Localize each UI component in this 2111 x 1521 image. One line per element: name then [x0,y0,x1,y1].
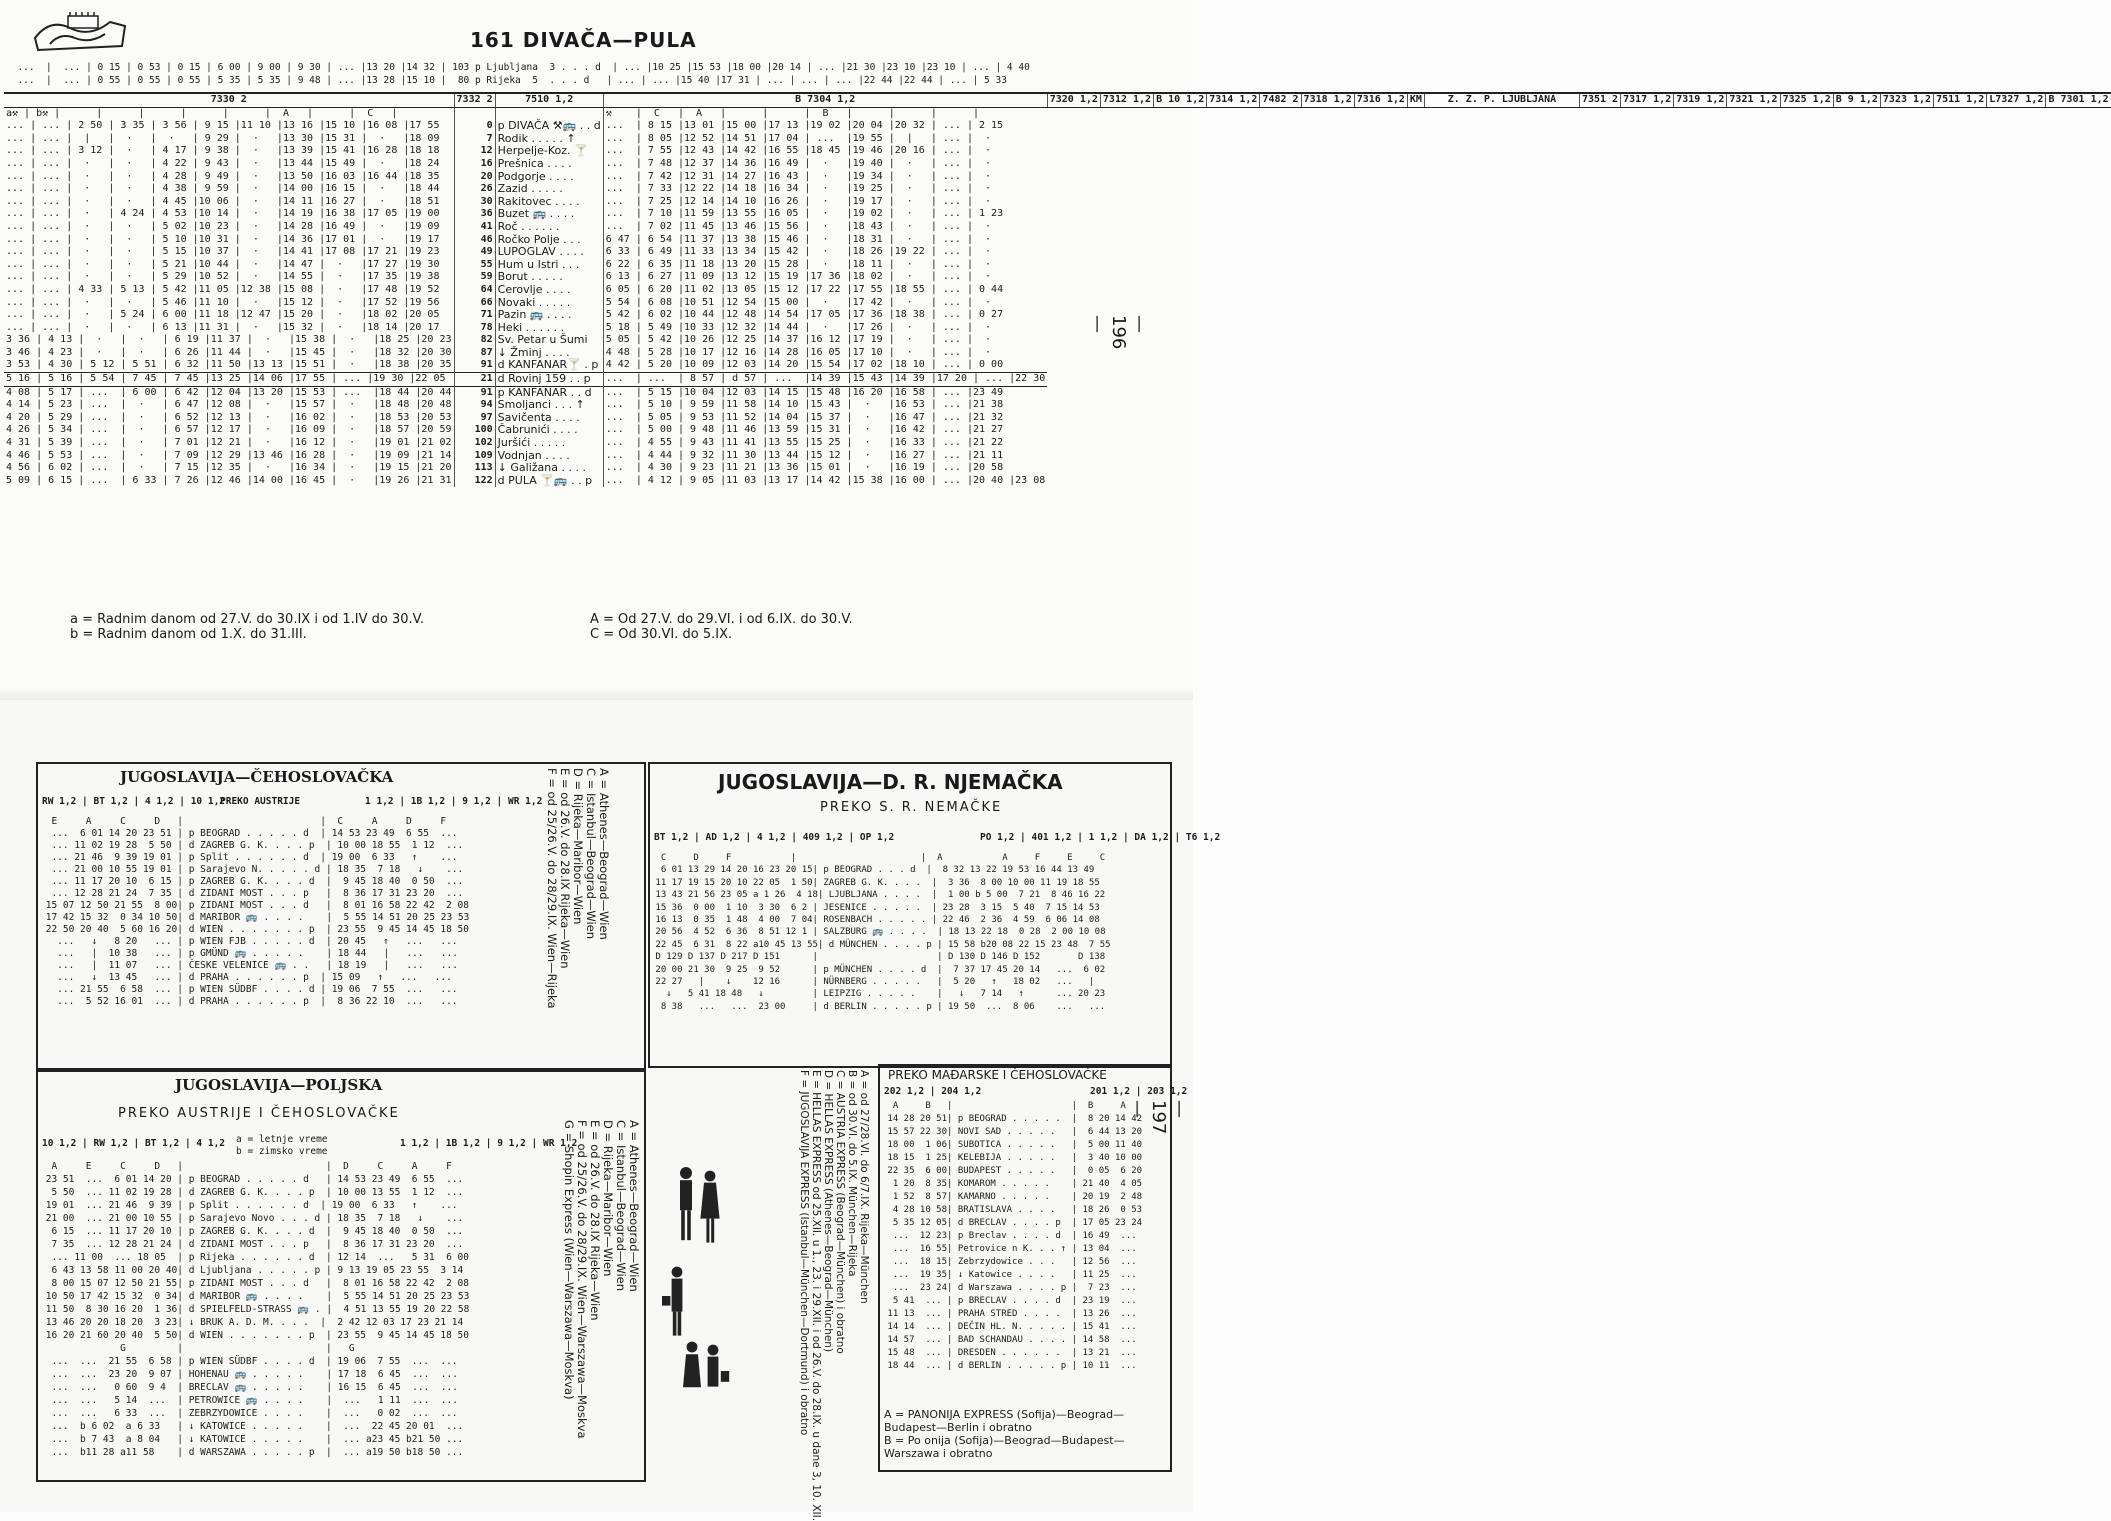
km-value: 109 [454,450,495,463]
train-number: 7317 1,2 [1621,93,1674,107]
timetable-line: ... b 7 43 a 8 04 | ↓ KATOWICE . . . . . | ... a23 45 b21 50 ... [40,1434,464,1445]
timetable-line: 20 00 21 30 9 25 9 52 | p MÜNCHEN . . . . d | 7 37 17 45 20 14 ... 6 02 [650,964,1106,975]
timetable-line: 7 35 ... 12 28 21 24 | d ZIDANI MOST . . . p | 8 36 17 31 23 20 ... [40,1239,464,1250]
station-name: LUPOGLAV . . . . [495,246,603,259]
km-value: 78 [454,322,495,335]
times-left: 3 36 | 4 13 | · | · | 6 19 |11 37 | · |15 38 | · |18 25 |20 23 [6,334,452,346]
timetable-line: ... 16 55| Petrovice n K. . . ↑ | 13 04 ... [882,1244,1137,1254]
de-legend-vertical: A = od 27/28.VI. do 6/7.IX. Rijeka—München B = od 30.VI. do 5.IX. München—Rijeka C = AUSTRIA EXPRESS (Beograd—München) i obratno D = HELLAS EXPRESS (Athenes—Beograd—München) E = HELLAS EXPRESS od 25.XII. u 1., 23. i 29.XII. i od 26.V. do 28.IX. u dane 3, 10. XII. F = JUGOSLAVIJA EXPRESS (Istanbul—München—Dortmund) i obratno [798,1070,870,1521]
station-name: Juršići . . . . . [495,437,603,450]
station-name: Buzet 🚌 . . . . [495,208,603,221]
station-name: Sv. Petar u Šumi [495,334,603,347]
de-header-right: PO 1,2 | 401 1,2 | 1 1,2 | DA 1,2 | T6 1,2 [980,832,1221,843]
times-left: 4 20 | 5 29 | ... | · | 6 52 |12 13 | · |16 02 | · |18 53 |20 53 [6,411,452,423]
station-name: Smoljanci . . . ↑ [495,399,603,412]
train-number: 7319 1,2 [1674,93,1727,107]
times-right: ⚒ | C | A | | | B | | | | [603,107,1047,120]
timetable-line: 13 43 21 56 23 05 a 1 26 4 18| LJUBLJANA . . . . | 1 00 b 5 00 7 21 8 46 16 22 [650,890,1106,901]
de-timetable [650,852,1111,1013]
connection-line: ... | ... | 0 15 | 0 53 | 0 15 | 6 00 | 9 00 | 9 30 | ... |13 20 |14 32 | 103 p Ljubljana 3 . . . d | ... |10 25 |15 53 |18 00 |20 14 | ... |21 30 |23 10 |23 10 | ... | 4 40 [6,62,1030,73]
timetable-row [4,259,2111,272]
section-title-hu: PREKO MAĐARSKE I ČEHOSLOVAČKE [888,1068,1107,1082]
timetable-line: 22 50 20 40 5 60 16 20| d WIEN . . . . . . . p | 23 55 9 45 14 45 18 50 [40,924,469,935]
timetable-line: 6 01 13 29 14 20 16 23 20 15| p BEOGRAD . . . d | 8 32 13 22 19 53 16 44 13 49 [650,865,1095,876]
timetable-row [4,386,2111,399]
train-number: 7482 2 [1260,93,1301,107]
timetable-line: ↓ 5 41 18 48 ↓ | LEIPZIG . . . . . | ↓ 7 14 ↑ ... 20 23 [650,989,1106,1000]
timetable-line: 10 50 17 42 15 32 0 34| d MARIBOR 🚌 . . . . | 5 55 14 51 20 25 23 53 [40,1291,470,1302]
times-left: ... | ... | · | 4 24 | 4 53 |10 14 | · |14 19 |16 38 |17 05 |19 00 [6,208,440,220]
times-left: ... | ... | 2 50 | 3 35 | 3 56 | 9 15 |11 10 |13 16 |15 10 |16 08 |17 55 [6,120,440,132]
timetable-line: ... 11 17 20 10 6 15 | p ZAGREB G. K. . . . d | 9 45 18 40 0 50 ... [40,876,464,887]
km-value: 122 [454,475,495,488]
connection-line: ... | ... | 0 55 | 0 55 | 0 55 | 5 35 | 5 35 | 9 48 | ... |13 28 |15 10 | 80 p Rijeka 5 . . . d | ... | ... |15 40 |17 31 | ... | ... | ... |22 44 |22 44 | ... | 5 33 [6,74,1007,86]
station-name: Novaki . . . . . [495,297,603,310]
timetable-line: 1 20 8 35| KOMAROM . . . . . | 21 40 4 05 [882,1179,1143,1189]
timetable-line: ... 6 01 14 20 23 51 | p BEOGRAD . . . . . d | 14 53 23 49 6 55 ... [40,828,458,839]
times-right: ... | 4 44 | 9 32 |11 30 |13 44 |15 12 | · |16 27 | ... |21 11 [603,450,1047,463]
station-name: Prešnica . . . . [495,158,603,171]
timetable-row [4,145,2111,158]
timetable-line: 5 35 12 05| d BRECLAV . . . . p | 17 05 23 24 [882,1218,1143,1228]
pl-legend-b: b = zimsko vreme [236,1146,328,1157]
timetable-line: 5 41 ... | p BRECLAV . . . . d | 23 19 ... [882,1296,1137,1306]
timetable-line: 11 50 8 30 16 20 1 36| d SPIELFELD-STRASS 🚌 . | 4 51 13 55 19 20 22 58 [40,1304,470,1315]
times-left: ... | ... | · | · | 4 22 | 9 43 | · |13 44 |15 49 | · |18 24 [6,157,440,169]
timetable-row [4,246,2111,259]
times-right: ... | 5 05 | 9 53 |11 52 |14 04 |15 37 | · |16 47 | ... |21 32 [603,412,1047,425]
times-right: 5 05 | 5 42 |10 26 |12 25 |14 37 |16 12 |17 19 | · | ... | · [603,334,1047,347]
times-right: 6 05 | 6 20 |11 02 |13 05 |15 12 |17 22 |17 55 |18 55 | ... | 0 44 [603,284,1047,297]
timetable-line: 4 28 10 58| BRATISLAVA . . . . | 18 26 0 53 [882,1205,1143,1215]
timetable-line: ... 23 24| d Warszawa . . . . p | 7 23 ... [882,1283,1137,1293]
timetable-line: ... ... 21 55 6 58 | p WIEN SÜDBF . . . . d | 19 06 7 55 ... ... [40,1356,458,1367]
timetable-row [4,297,2111,310]
km-value: 36 [454,208,495,221]
cz-header-right: 1 1,2 | 1B 1,2 | 9 1,2 | WR 1,2 [365,796,543,807]
timetable-row [4,208,2111,221]
timetable-line: 14 28 20 51| p BEOGRAD . . . . . | 8 20 14 42 [882,1114,1143,1124]
station-name: Rakitovec . . . . [495,196,603,209]
train-number: B 7304 1,2 [603,93,1047,107]
times-left: ... | ... | · | · | 4 28 | 9 49 | · |13 50 |16 03 |16 44 |18 35 [6,170,440,182]
timetable-row [4,234,2111,247]
timetable-row [4,475,2111,488]
station-name: Hum u Istri . . . [495,259,603,272]
train-number: 7316 1,2 [1354,93,1407,107]
times-right: ... | 5 00 | 9 48 |11 46 |13 59 |15 31 | · |16 42 | ... |21 27 [603,424,1047,437]
times-right: 4 48 | 5 28 |10 17 |12 16 |14 28 |16 05 |17 10 | · | ... | · [603,347,1047,360]
timetable-line: E A C D | | C A D F [40,816,447,827]
footnote-C: C = Od 30.VI. do 5.IX. [590,627,733,642]
timetable-line: 18 15 1 25| KELEBIJA . . . . . | 3 40 10 00 [882,1153,1143,1163]
timetable-line: A B | | B A [882,1101,1126,1111]
page-number-bottom: —197— [1127,1100,1190,1135]
timetable-line: 1 52 8 57| KAMARNO . . . . . | 20 19 2 48 [882,1192,1143,1202]
station-name: Heki . . . . . . [495,322,603,335]
times-right: ... | 8 05 |12 52 |14 51 |17 04 | ... |19 55 | | | ... | · [603,133,1047,146]
station-name: Savičenta . . . . [495,412,603,425]
km-value: 7 [454,133,495,146]
timetable-line: 15 48 ... | DRESDEN . . . . . . | 13 21 ... [882,1348,1137,1358]
cz-legend-vertical: A = Athenes—Beograd—Wien C = Istanbul—Beograd—Wien D = Rijeka—Maribor—Wien E = od 26.V. do 28.IX Rijeka—Wien F = od 25/26.V. do 28/29.IX. Wien—Rijeka [545,768,611,1009]
times-left: a⚒ | b⚒ | | | | | | A | | C | [6,107,434,119]
times-left: 3 53 | 4 30 | 5 12 | 5 51 | 6 32 |11 50 |13 13 |15 51 | · |18 38 |20 35 [6,359,452,371]
times-right: ... | 4 55 | 9 43 |11 41 |13 55 |15 25 | · |16 33 | ... |21 22 [603,437,1047,450]
timetable-line: 16 13 0 35 1 48 4 00 7 04| ROSENBACH . . . . . | 22 46 2 36 4 59 6 06 14 08 [650,915,1100,926]
timetable-line: 17 42 15 32 0 34 10 50| d MARIBOR 🚌 . . . . | 5 55 14 51 20 25 23 53 [40,912,470,923]
station-name: Cerovlje . . . . [495,284,603,297]
timetable-line: 18 44 ... | d BERLIN . . . . . p | 10 11 ... [882,1361,1137,1371]
times-right: ... | 7 10 |11 59 |13 55 |16 05 | · |19 02 | · | ... | 1 23 [603,208,1047,221]
cz-header-left: RW 1,2 | BT 1,2 | 4 1,2 | 10 1,2 [42,796,226,807]
times-right: ... | 7 42 |12 31 |14 27 |16 43 | · |19 34 | · | ... | · [603,171,1047,184]
times-left: ... | ... | · | · | 4 45 |10 06 | · |14 11 |16 27 | · |18 51 [6,195,440,207]
timetable-row [4,309,2111,322]
timetable-line: ... ... 5 14 ... | PETROWICE 🚌 . . . . | ... 1 11 ... ... [40,1395,458,1406]
km-value: 97 [454,412,495,425]
timetable-line: 8 38 ... ... 23 00 | d BERLIN . . . . . p | 19 50 ... 8 06 ... ... [650,1001,1106,1012]
times-left: 4 56 | 6 02 | ... | · | 7 15 |12 35 | · |16 34 | · |19 15 |21 20 [6,462,452,474]
train-number: 7312 1,2 [1100,93,1153,107]
timetable-line: ... 21 00 10 55 19 01 | p Sarajevo N. . . . . d | 18 35 7 18 ↓ ... [40,864,464,875]
times-right: ... | 7 02 |11 45 |13 46 |15 56 | · |18 43 | · | ... | · [603,221,1047,234]
km-value: 55 [454,259,495,272]
timetable-line: ... | 11 07 ... | ČESKE VELENICE 🚌 . . | 18 19 | ... ... [40,960,458,971]
times-left: ... | ... | · | · | 5 10 |10 31 | · |14 36 |17 01 | · |19 17 [6,233,440,245]
timetable-line: 21 00 ... 21 00 10 55 | p Sarajevo Novo . . . d | 18 35 7 18 ↓ ... [40,1213,464,1224]
timetable-row [4,334,2111,347]
pl-legend-vertical: A = Athenes—Beograd—Wien C = Istanbul—Beograd—Wien D = Rijeka—Maribor—Wien E = od 26.V. do 28.IX Rijeka—Wien F = od 25/26.V. do 28/29.IX. Wien—Warszawa—Moskva G = Shopin Express (Wien—Warszawa—Moskva) [562,1120,641,1439]
km-value: 91 [454,386,495,399]
km-value: 66 [454,297,495,310]
timetable-line: 6 15 ... 11 17 20 10 | p ZAGREB G. K. . . . d | 9 45 18 40 0 50 ... [40,1226,464,1237]
times-left: 4 46 | 5 53 | ... | · | 7 09 |12 29 |13 46 |16 28 | · |19 09 |21 14 [6,449,452,461]
times-left: 4 31 | 5 39 | ... | · | 7 01 |12 21 | · |16 12 | · |19 01 |21 02 [6,437,452,449]
timetable-line: ... 11 00 ... 18 05 | p Rijeka . . . . . . d | 12 14 ... 5 31 6 00 [40,1252,469,1263]
footnote-a: a = Radnim danom od 27.V. do 30.IX i od 1.IV do 30.V. [70,612,425,627]
times-right: ... | 8 15 |13 01 |15 00 |17 13 |19 02 |20 04 |20 32 | ... | 2 15 [603,120,1047,133]
train-number: B 10 1,2 [1154,93,1207,107]
footnotes-right [590,612,853,642]
station-name: Podgorje . . . . [495,171,603,184]
times-left: ... | ... | 3 12 | · | 4 17 | 9 38 | · |13 39 |15 41 |16 28 |18 18 [6,145,440,157]
times-left: 4 08 | 5 17 | ... | 6 00 | 6 42 |12 04 |13 20 |15 53 | ... |18 44 |20 44 [4,386,454,399]
section-title-pl: JUGOSLAVIJA—POLJSKA [175,1076,383,1094]
cz-timetable [40,816,469,1008]
times-left: ... | ... | · | · | 5 15 |10 37 | · |14 41 |17 08 |17 21 |19 23 [6,246,440,258]
station-name: Čabrunići . . . . [495,424,603,437]
times-right: ... | 5 15 |10 04 |12 03 |14 15 |15 48 |16 20 |16 58 | ... |23 49 [603,386,1047,399]
timetable-row [4,133,2111,146]
station-name: p DIVAČA ⚒🚌 . . d [495,120,603,133]
timetable-line: 6 43 13 58 11 00 20 40| d Ljubljana . . . . . p | 9 13 19 05 23 55 3 14 [40,1265,464,1276]
timetable-line: ... 19 35| ↓ Katowice . . . . | 11 25 ... [882,1270,1137,1280]
hu-notes [884,1408,1164,1460]
times-left: ... | ... | · | · | 5 46 |11 10 | · |15 12 | · |17 52 |19 56 [6,296,440,308]
timetable-row [4,158,2111,171]
times-right: ... | 7 33 |12 22 |14 18 |16 34 | · |19 25 | · | ... | · [603,183,1047,196]
km-value [454,107,495,120]
times-right: ... | ... | 8 57 | d 57 | ... |14 39 |15 43 |14 39 |17 20 | ... |22 30 [603,373,1047,387]
timetable-line: ... ↓ 13 45 ... | d PRAHA . . . . . . p | 15 09 ↑ ... ... [40,972,452,983]
header-station: Z. Ž. P. LJUBLJANA [1424,93,1579,107]
km-value: 64 [454,284,495,297]
timetable-line: G | | G [40,1343,355,1354]
timetable-line: 11 13 ... | PRAHA STRED . . . . | 13 26 ... [882,1309,1137,1319]
train-number: 7320 1,2 [1047,93,1100,107]
times-right: 5 54 | 6 08 |10 51 |12 54 |15 00 | · |17 42 | · | ... | · [603,297,1047,310]
times-right: 4 42 | 5 20 |10 09 |12 03 |14 20 |15 54 |17 02 |18 10 | ... | 0 00 [603,359,1047,372]
timetable-row [4,359,2111,372]
connection-row [4,62,1114,75]
times-right: 6 22 | 6 35 |11 18 |13 20 |15 28 | · |18 11 | · | ... | · [603,259,1047,272]
section-subtitle-pl: PREKO AUSTRIJE I ČEHOSLOVAČKE [118,1106,400,1121]
cz-header-mid: PREKO AUSTRIJE [220,796,301,807]
hu-header-left: 202 1,2 | 204 1,2 [884,1086,982,1097]
timetable-line: ... b 6 02 a 6 33 | ↓ KATOWICE . . . . . | ... 22 45 20 01 ... [40,1421,464,1432]
timetable-row [4,450,2111,463]
top-page [0,0,2109,700]
timetable-line: 16 20 21 60 20 40 5 50| d WIEN . . . . . . . p | 23 55 9 45 14 45 18 50 [40,1330,469,1341]
train-number: 7314 1,2 [1207,93,1260,107]
timetable-line: ... ↓ 8 20 ... | p WIEN FJB . . . . . d | 20 45 ↑ ... ... [40,936,458,947]
km-value: 87 [454,347,495,360]
timetable-line: ... 12 23| p Breclav . . . . d | 16 49 ... [882,1231,1137,1241]
timetable-line: ... b11 28 a11 58 | d WARSZAWA . . . . . p | ... a19 50 b18 50 ... [40,1447,464,1458]
station-name: d PULA 🍸🚌 . . p [495,475,603,488]
timetable-line: 19 01 ... 21 46 9 39 | p Split . . . . . . d | 19 00 6 33 ↑ ... [40,1200,458,1211]
timetable-row [4,221,2111,234]
hu-note-b: B = Po onija (Sofija)—Beograd—Budapest—Warszawa i obratno [884,1434,1125,1460]
km-value: 59 [454,271,495,284]
timetable-line: 20 56 4 52 6 36 8 51 12 1 | SALZBURG 🚌 . . . . | 18 13 22 18 0 28 2 00 10 08 [650,927,1106,938]
station-name: d KANFANAR🍸 . p [495,359,603,372]
timetable-line: 13 46 20 20 18 20 3 23| ↓ BRUK A. D. M. . . . | 2 42 12 03 17 23 21 14 [40,1317,464,1328]
km-value: 71 [454,309,495,322]
station-name: Herpelje-Koz. 🍸 [495,145,603,158]
station-name: Zazid . . . . . [495,183,603,196]
station-name: Borut . . . . . [495,271,603,284]
timetable-line: 22 45 6 31 8 22 a10 45 13 55| d MÜNCHEN . . . . p | 15 58 b20 08 22 15 23 48 7 55 [650,939,1111,950]
timetable-line: 8 00 15 07 12 50 21 55| p ZIDANI MOST . . . d | 8 01 16 58 22 42 2 08 [40,1278,469,1289]
km-value: 100 [454,424,495,437]
train-number: 7332 2 [454,93,495,107]
timetable-line: 15 07 12 50 21 55 8 00| p ZIDANI MOST . . . d | 8 01 16 58 22 42 2 08 [40,900,469,911]
km-value: 21 [454,373,495,387]
timetable-line: 14 57 ... | BAD SCHANDAU . . . . | 14 58 ... [882,1335,1137,1345]
km-value: 82 [454,334,495,347]
train-number: 7330 2 [4,93,454,107]
timetable-row [4,347,2111,360]
timetable-line: 11 17 19 15 20 10 22 05 1 50| ZAGREB G. K. . . . | 3 36 8 00 10 00 11 19 18 55 [650,877,1100,888]
train-number: L7327 1,2 [1987,93,2046,107]
travelers-illustration-icon [650,1070,770,1480]
station-name: ↓ Galižana . . . . [495,462,603,475]
timetable-line: ... ... 6 33 ... | ZEBRZYDOWICE . . . . | ... 0 02 ... ... [40,1408,458,1419]
times-left: ... | ... | · | · | 5 21 |10 44 | · |14 47 | · |17 27 |19 30 [6,258,440,270]
times-left: 3 46 | 4 23 | · | · | 6 26 |11 44 | · |15 45 | · |18 32 |20 30 [6,346,452,358]
timetable-line: ... 5 52 16 01 ... | d PRAHA . . . . . . p | 8 36 22 10 ... ... [40,996,458,1007]
times-right: ... | 5 10 | 9 59 |11 58 |14 10 |15 43 | · |16 53 | ... |21 38 [603,399,1047,412]
timetable-row [4,424,2111,437]
times-right: 5 42 | 6 02 |10 44 |12 48 |14 54 |17 05 |17 36 |18 38 | ... | 0 27 [603,309,1047,322]
timetable-row [4,271,2111,284]
times-left: ... | ... | | | · | · | 9 29 | · |13 30 |15 31 | · |18 09 [6,132,440,144]
footnotes-left [70,612,424,642]
pl-timetable [40,1160,469,1459]
times-right: 6 47 | 6 54 |11 37 |13 38 |15 46 | · |18 31 | · | ... | · [603,234,1047,247]
times-right: ... | 4 12 | 9 05 |11 03 |13 17 |14 42 |15 38 |16 00 | ... |20 40 |23 08 [603,475,1047,488]
timetable-row [4,373,2111,387]
times-right: 6 13 | 6 27 |11 09 |13 12 |15 19 |17 36 |18 02 | · | ... | · [603,271,1047,284]
times-right: ... | 4 30 | 9 23 |11 21 |13 36 |15 01 | · |16 19 | ... |20 58 [603,462,1047,475]
km-value: 113 [454,462,495,475]
km-value: 20 [454,171,495,184]
times-left: ... | ... | · | · | 4 38 | 9 59 | · |14 00 |16 15 | · |18 44 [6,183,440,195]
footnote-A: A = Od 27.V. do 29.VI. i od 6.IX. do 30.V. [590,612,853,627]
pl-header-right: 1 1,2 | 1B 1,2 | 9 1,2 | WR 1,2 [400,1138,578,1149]
page-title: 161 DIVAČA—PULA [470,28,697,52]
km-value: 41 [454,221,495,234]
timetable-row [4,120,2111,133]
train-number: 7510 1,2 [495,93,603,107]
timetable-line: 15 36 0 00 1 10 3 30 6 2 | JESENICE . . . . . | 23 28 3 15 5 40 7 15 14 53 [650,902,1100,913]
timetable-line: ... ... 23 20 9 07 | HOHENAU 🚌 . . . . . | 17 18 6 45 ... ... [40,1369,458,1380]
hu-timetable [882,1100,1142,1373]
timetable-line: ... 21 55 6 58 ... | p WIEN SÜDBF . . . . d | 19 06 7 55 ... ... [40,984,458,995]
km-value: 49 [454,246,495,259]
station-name: Pazin 🚌 . . . . [495,309,603,322]
station-name: Ročko Polje . . . [495,234,603,247]
station-name: Rodik . . . . . ↑ [495,133,603,146]
timetable-row [4,322,2111,335]
bottom-page [0,700,1221,1521]
times-left: 4 26 | 5 34 | ... | · | 6 57 |12 17 | · |16 09 | · |18 57 |20 59 [6,424,452,436]
timetable-row [4,183,2111,196]
km-value: 0 [454,120,495,133]
station-name: p KANFANAR . . d [495,386,603,399]
train-number: B 7301 1,2 [2046,93,2111,107]
timetable-line: 18 00 1 06| SUBOTICA . . . . . | 5 00 11 40 [882,1140,1143,1150]
timetable-line: 5 50 ... 11 02 19 28 | d ZAGREB G. K. . . . p | 10 00 13 55 1 12 ... [40,1187,464,1198]
timetable-row [4,462,2111,475]
timetable-row [4,196,2111,209]
footnote-b: b = Radnim danom od 1.X. do 31.III. [70,627,307,642]
timetable-row [4,171,2111,184]
times-left: ... | ... | · | · | 5 02 |10 23 | · |14 28 |16 49 | · |19 09 [6,220,440,232]
timetable-line: 22 35 6 00| BUDAPEST . . . . . | 0 05 6 20 [882,1166,1143,1176]
pl-header-left: 10 1,2 | RW 1,2 | BT 1,2 | 4 1,2 [42,1138,226,1149]
timetable-row [4,399,2111,412]
station-name: Vodnjan . . . . [495,450,603,463]
timetable-divaca-pula [4,92,2111,487]
timetable-line: ... 12 28 21 24 7 35 | d ZIDANI MOST . . . p | 8 36 17 31 23 20 ... [40,888,464,899]
times-left: ... | ... | · | · | 5 29 |10 52 | · |14 55 | · |17 35 |19 38 [6,271,440,283]
times-right: ... | 7 55 |12 43 |14 42 |16 55 |18 45 |19 46 |20 16 | ... | · [603,145,1047,158]
section-subtitle-de: PREKO S. R. NEMAČKE [820,800,1003,815]
timetable-line: 22 27 | ↓ 12 16 | NÜRNBERG . . . . . | 5 20 ↑ 18 02 ... | [650,977,1095,988]
times-right: 6 33 | 6 49 |11 33 |13 34 |15 42 | · |18 26 |19 22 | ... | · [603,246,1047,259]
page-number: —196— [1087,315,1150,350]
timetable-line: A E C D | | D C A F [40,1161,452,1172]
timetable-row [4,284,2111,297]
km-value: 16 [454,158,495,171]
train-number: 7325 1,2 [1780,93,1833,107]
times-left: 5 09 | 6 15 | ... | 6 33 | 7 26 |12 46 |14 00 |16 45 | · |19 26 |21 31 [6,474,452,486]
timetable-line: 23 51 ... 6 01 14 20 | p BEOGRAD . . . . . d | 14 53 23 49 6 55 ... [40,1174,464,1185]
station-name: Roč . . . . . . [495,221,603,234]
timetable-line: C D F | | A A F E C [650,853,1106,863]
timetable-line: 15 57 22 30| NOVI SAD . . . . . | 6 44 13 20 [882,1127,1143,1137]
times-right: 5 18 | 5 49 |10 33 |12 32 |14 44 | · |17 26 | · | ... | · [603,322,1047,335]
times-left: ... | ... | · | 5 24 | 6 00 |11 18 |12 47 |15 20 | · |18 02 |20 05 [6,309,440,321]
section-title-cz: JUGOSLAVIJA—ČEHOSLOVAČKA [120,768,394,786]
train-number: 7318 1,2 [1301,93,1354,107]
times-right: ... | 7 25 |12 14 |14 10 |16 26 | · |19 17 | · | ... | · [603,196,1047,209]
train-number: 7511 1,2 [1934,93,1987,107]
pl-legend-a: a = letnje vreme [236,1134,328,1145]
train-number: B 9 1,2 [1833,93,1880,107]
times-left: 4 14 | 5 23 | ... | · | 6 47 |12 08 | · |15 57 | · |18 48 |20 48 [6,399,452,411]
timetable-row [4,437,2111,450]
times-right: ... | 7 48 |12 37 |14 36 |16 49 | · |19 40 | · | ... | · [603,158,1047,171]
timetable-line: ... 11 02 19 28 5 50 | d ZAGREB G. K. . . . p | 10 00 18 55 1 12 ... [40,840,464,851]
timetable-row [4,107,2111,120]
city-emblem-icon [30,8,130,54]
km-value: 102 [454,437,495,450]
pl-legend [236,1134,328,1158]
timetable-row [4,412,2111,425]
times-left: ... | ... | 4 33 | 5 13 | 5 42 |11 05 |12 38 |15 08 | · |17 48 |19 52 [6,283,440,295]
times-left: 5 16 | 5 16 | 5 54 | 7 45 | 7 45 |13 25 |14 06 |17 55 | ... |19 30 |22 05 [4,373,454,387]
timetable-line: ... 18 15| Zebrzydowice . . . | 12 56 ... [882,1257,1137,1267]
timetable-line: 14 14 ... | DEČIN HL. N. . . . . | 15 41 ... [882,1322,1137,1332]
header-km: KM [1407,93,1424,107]
train-header-row [4,93,2111,107]
train-number: 7321 1,2 [1727,93,1780,107]
station-name: ↓ Žminj . . . . [495,347,603,360]
timetable-line: ... 21 46 9 39 19 01 | p Split . . . . . . d | 19 00 6 33 ↑ ... [40,852,458,863]
hu-note-a: A = PANONIJA EXPRESS (Sofija)—Beograd—Budapest—Berlin i obratno [884,1408,1125,1434]
km-value: 30 [454,196,495,209]
km-value: 94 [454,399,495,412]
connection-row [4,75,1114,88]
hu-header-right: 201 1,2 | 203 1,2 [1090,1086,1188,1097]
connection-table [4,62,1114,87]
times-left: ... | ... | · | · | 6 13 |11 31 | · |15 32 | · |18 14 |20 17 [6,321,440,333]
train-number: 7323 1,2 [1880,93,1933,107]
de-header-left: BT 1,2 | AD 1,2 | 4 1,2 | 409 1,2 | OP 1,2 [654,832,895,843]
station-name: d Rovinj 159 . . p [495,373,603,387]
km-value: 91 [454,359,495,372]
train-number: 7351 2 [1579,93,1620,107]
section-title-de: JUGOSLAVIJA—D. R. NJEMAČKA [718,770,1063,794]
km-value: 12 [454,145,495,158]
timetable-line: D 129 D 137 D 217 D 151 | | D 130 D 146 D 152 D 138 [650,952,1106,963]
km-value: 46 [454,234,495,247]
km-value: 26 [454,183,495,196]
timetable-line: ... | 10 38 ... | p GMÜND 🚌 . . . . . | 18 44 | ... ... [40,948,458,959]
timetable-line: ... ... 0 60 9 4 | BRECLAV 🚌 . . . . . | 16 15 6 45 ... ... [40,1382,458,1393]
